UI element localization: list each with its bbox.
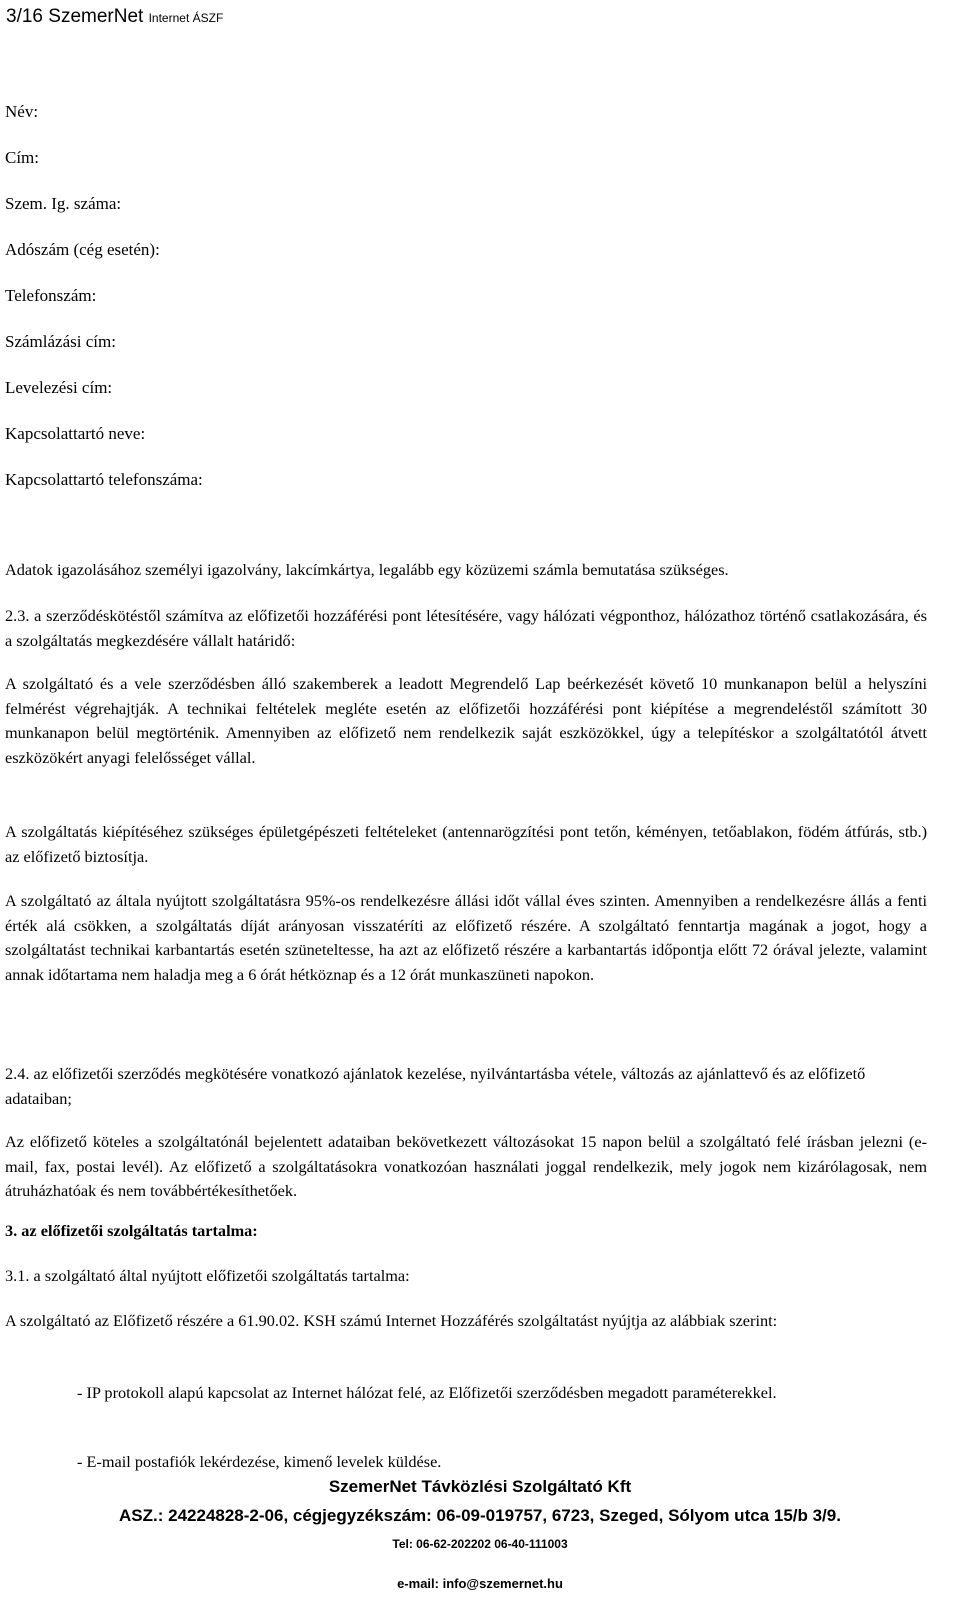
list-item: - IP protokoll alapú kapcsolat az Internet hálózat felé, az Előfizetői szerződésben megadott paraméterekkel. (77, 1383, 777, 1402)
field-contact-phone-label: Kapcsolattartó telefonszáma: (5, 470, 203, 489)
page-number: 3/16 (6, 6, 43, 27)
field-mailing-address-label: Levelezési cím: (5, 378, 113, 397)
form-fields (5, 102, 203, 516)
footer-email: e-mail: info@szemernet.hu (397, 1576, 563, 1591)
paragraph-data-change: Az előfizető köteles a szolgáltatónál bejelentett adataiban bekövetkezett változásokat 15 napon belül a szolgáltató felé írásban jelezni (e-mail, fax, postai levél). Az előfizető a szolgáltatásokra vonatkozóan használati joggal rendelkezik, mely jogok nem kizárólagosak, nem átruházhatóak és nem továbbértékesíthetőek. (5, 1132, 927, 1200)
footer-phone: Tel: 06-62-202202 06-40-111003 (392, 1537, 568, 1551)
paragraph-survey: A szolgáltató és a vele szerződésben álló szakemberek a leadott Megrendelő Lap beérkezését követő 10 munkanapon belül a helyszíni felmérést végrehajtják. A technikai feltételek megléte esetén az előfizetői hozzáférési pont kiépítése a megrendeléstől számított 30 munkanapon belül megtörténik. Amennyiben az előfizető nem rendelkezik saját eszközökkel, úgy a telepítéskor a szolgáltatótól átvett eszközökért anyagi felelősséget vállal. (5, 674, 927, 767)
paragraph-availability: A szolgáltató az általa nyújtott szolgáltatásra 95%-os rendelkezésre állási időt vállal éves szinten. Amennyiben a rendelkezésre állás a fenti érték alá csökken, a szolgáltatás díját arányosan visszatéríti az előfizető részére. A szolgáltató fenntartja magának a jogot, hogy a szolgáltatást technikai karbantartás esetén szüneteltesse, ha azt az előfizető részére a karbantartás időpontja előtt 72 órával jelezte, valamint annak időtartama nem haladja meg a 6 órát hétköznap és a 12 órát munkaszüneti napokon. (5, 891, 927, 984)
section-2-3-heading: 2.3. a szerződéskötéstől számítva az előfizetői hozzáférési pont létesítésére, vagy hálózati végponthoz, hálózathoz történő csatlakozására, és a szolgáltatás megkezdésére vállalt határidő: (5, 606, 927, 650)
section-3-heading: 3. az előfizetői szolgáltatás tartalma: (5, 1221, 258, 1240)
page-header (6, 6, 223, 28)
header-company: SzemerNet (48, 6, 144, 27)
field-phone-label: Telefonszám: (5, 286, 97, 305)
list-item: - E-mail postafiók lekérdezése, kimenő levelek küldése. (77, 1452, 442, 1471)
header-subtitle: Internet ÁSZF (148, 11, 224, 25)
paragraph-service-description: A szolgáltató az Előfizető részére a 61.90.02. KSH számú Internet Hozzáférés szolgáltatást nyújtja az alábbiak szerint: (5, 1311, 778, 1330)
paragraph-verification: Adatok igazolásához személyi igazolvány, lakcímkártya, legalább egy közüzemi számla bemutatása szükséges. (5, 560, 729, 579)
field-address-label: Cím: (5, 148, 40, 167)
field-tax-number-label: Adószám (cég esetén): (5, 240, 160, 259)
field-name-label: Név: (5, 102, 39, 121)
paragraph-building-requirements: A szolgáltatás kiépítéséhez szükséges épületgépészeti feltételeket (antennarögzítési pont tetőn, kéményen, tetőablakon, födém átfúrás, stb.) az előfizető biztosítja. (5, 822, 927, 866)
field-billing-address-label: Számlázási cím: (5, 332, 116, 351)
field-contact-name-label: Kapcsolattartó neve: (5, 424, 146, 443)
section-2-4-heading: 2.4. az előfizetői szerződés megkötésére vonatkozó ajánlatok kezelése, nyilvántartásba vétele, változás az ajánlattevő és az előfizető adataiban; (5, 1064, 866, 1108)
section-3-1-heading: 3.1. a szolgáltató által nyújtott előfizetői szolgáltatás tartalma: (5, 1266, 410, 1285)
footer-registration: ASZ.: 24224828-2-06, cégjegyzékszám: 06-09-019757, 6723, Szeged, Sólyom utca 15/b 3/9. (119, 1506, 841, 1525)
footer-company: SzemerNet Távközlési Szolgáltató Kft (328, 1477, 632, 1496)
field-id-number-label: Szem. Ig. száma: (5, 194, 122, 213)
